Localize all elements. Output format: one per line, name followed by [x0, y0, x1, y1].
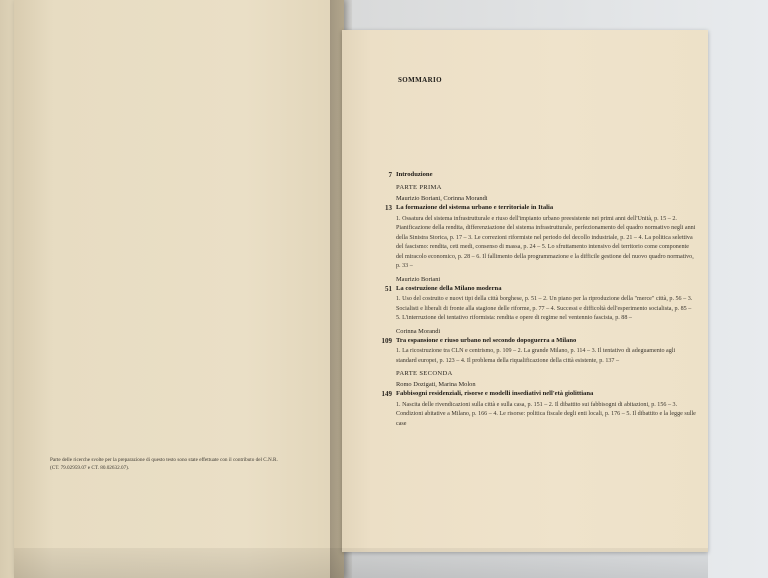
- toc-entry: [360, 389, 700, 429]
- toc-heading: SOMMARIO: [398, 76, 443, 84]
- page-number: 7: [388, 171, 392, 179]
- chapter-description: 1. Uso del costruito e nuovi tipi della città borghese, p. 51 – 2. Un piano per la riproduzione della "merce" città, p. 56 – 3. Socialisti e liberali di fronte alla stagione delle riforme, p. 77 – 4. Successi e difficoltà dell'esperimento socialista, p. 85 – 5. L'interruzione del tentativo riformista: rendita e opere di regime nel ventennio fascista, p. 88 –: [396, 296, 693, 321]
- left-page: [14, 0, 344, 578]
- page-number: 51: [385, 284, 392, 293]
- chapter-title: La costruzione della Milano moderna: [396, 284, 502, 292]
- chapter-authors: Romo Dozigati, Marina Molon: [396, 381, 476, 388]
- chapter-authors: Maurizio Boriani: [396, 275, 441, 283]
- chapter-description: 1. La ricostruzione tra CLN e centrismo, p. 109 – 2. La grande Milano, p. 114 – 3. Il tentativo di adeguamento agli standard europei, p. 123 – 4. Il problema della riqualificazione della città esistente, p. 137 –: [396, 348, 676, 364]
- chapter-title: La formazione del sistema urbano e territoriale in Italia: [396, 204, 554, 211]
- part-heading: PARTE SECONDA: [396, 370, 453, 377]
- toc-entry-intro: [360, 170, 700, 180]
- table-surface-shadow: [14, 548, 708, 578]
- part-heading: PARTE PRIMA: [396, 184, 442, 191]
- page-number: 149: [381, 390, 392, 398]
- chapter-description: 1. Nascita delle rivendicazioni sulla città e sulla casa, p. 151 – 2. Il dibattito sui fabbisogni di abitazioni, p. 156 – 3. Condizioni abitative a Milano, p. 166 – 4. Le risorse: politica fiscale degli enti locali, p. 176 – 5. Il dibattito e la legge sulle case: [396, 401, 696, 427]
- chapter-authors: Maurizio Boriani, Corinna Morandi: [396, 195, 488, 202]
- toc-entry: [360, 203, 700, 272]
- chapter-authors: Corinna Morandi: [396, 327, 441, 335]
- page-number: 13: [385, 204, 392, 212]
- chapter-title: Tra espansione e riuso urbano nel secondo dopoguerra a Milano: [396, 336, 577, 344]
- credit-note: Parte delle ricerche svolte per la preparazione di questo testo sono state effettuate con il contributo del C.N.R. (CT. 79.02959.07 e CT. 80.02632.07).: [50, 457, 278, 472]
- table-of-contents: [360, 170, 700, 432]
- chapter-description: 1. Ossatura del sistema infrastrutturale e riuso dell'impianto urbano preesistente nei primi anni dell'Unità, p. 15 – 2. Pianificazione della rendita, differenziazione del sistema infrastrutturale, perfezionamento del quadro normativo negli anni della Sinistra Storica, p. 17 – 3. Le correzioni riformiste nel periodo del decollo industriale, p. 21 – 4. La politica selettiva del fascismo: rendita, ceti medi, consenso di massa, p. 24 – 5. Lo sfruttamento intensivo del territorio come componente del miracolo economico, p. 28 – 6. Il fallimento della programmazione e la difficile gestione del nuovo quadro normativo, p. 33 –: [396, 215, 696, 269]
- page-number: 109: [381, 336, 392, 345]
- chapter-title: Fabbisogni residenziali, risorse e modelli insediativi nell'età giolittiana: [396, 390, 594, 397]
- toc-entry: [360, 336, 700, 367]
- chapter-title: Introduzione: [396, 171, 433, 178]
- toc-entry: [360, 284, 700, 324]
